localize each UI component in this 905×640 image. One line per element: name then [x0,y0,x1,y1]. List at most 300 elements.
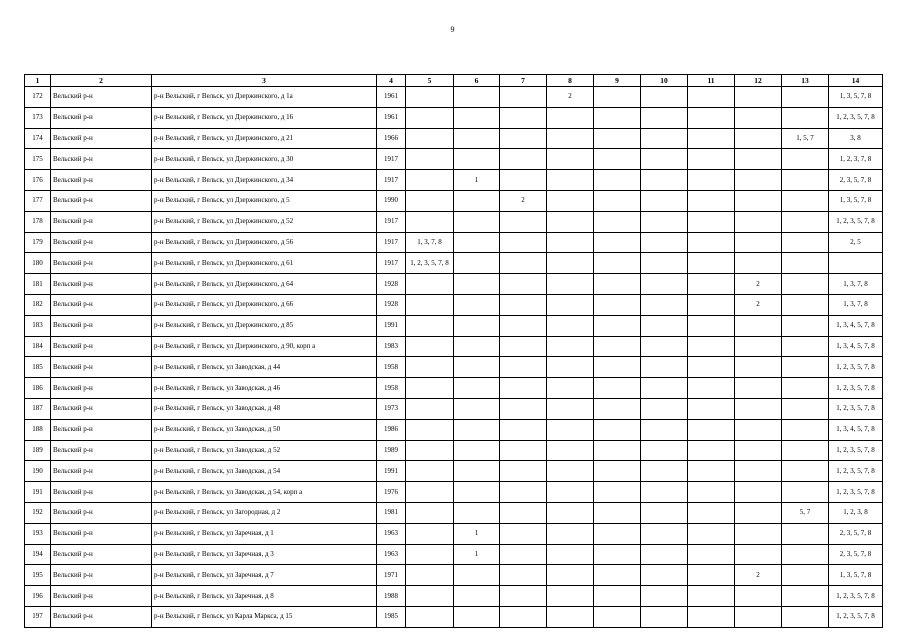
column-header-8: 8 [547,75,594,87]
district-cell: Вельский р-н [51,544,152,565]
value-cell-col-7 [500,606,547,627]
value-cell-col-9 [594,232,641,253]
table-row [25,107,883,128]
row-number: 172 [25,87,51,108]
column-header-11: 11 [688,75,735,87]
value-cell-col-10 [641,440,688,461]
row-number: 196 [25,586,51,607]
value-cell-col-7 [500,294,547,315]
value-cell-col-5 [406,211,454,232]
table-row [25,606,883,627]
district-cell: Вельский р-н [51,378,152,399]
value-cell-col-6 [454,190,500,211]
district-cell: Вельский р-н [51,232,152,253]
value-cell-col-10 [641,232,688,253]
value-cell-col-9 [594,107,641,128]
value-cell-col-14: 1, 2, 3, 5, 7, 8 [829,586,883,607]
value-cell-col-5 [406,606,454,627]
value-cell-col-10 [641,357,688,378]
value-cell-col-5 [406,170,454,191]
value-cell-col-11 [688,586,735,607]
value-cell-col-14: 1, 2, 3, 5, 7, 8 [829,211,883,232]
value-cell-col-6 [454,398,500,419]
address-cell: р-н Вельский, г Вельск, ул Заводская, д 52 [152,440,377,461]
value-cell-col-11 [688,523,735,544]
value-cell-col-10 [641,482,688,503]
table-row [25,190,883,211]
value-cell-col-9 [594,211,641,232]
column-header-12: 12 [735,75,782,87]
table-row [25,502,883,523]
year-cell: 1991 [377,461,406,482]
address-cell: р-н Вельский, г Вельск, ул Дзержинского, д 64 [152,274,377,295]
column-header-1: 1 [25,75,51,87]
value-cell-col-6 [454,440,500,461]
value-cell-col-13 [782,211,829,232]
address-cell: р-н Вельский, г Вельск, ул Заводская, д 54 [152,461,377,482]
value-cell-col-8 [547,398,594,419]
value-cell-col-12 [735,586,782,607]
value-cell-col-7 [500,586,547,607]
value-cell-col-6 [454,107,500,128]
district-cell: Вельский р-н [51,502,152,523]
table-row [25,87,883,108]
value-cell-col-8 [547,274,594,295]
value-cell-col-7 [500,357,547,378]
district-cell: Вельский р-н [51,398,152,419]
value-cell-col-9 [594,482,641,503]
value-cell-col-11 [688,502,735,523]
value-cell-col-13: 1, 5, 7 [782,128,829,149]
page-number: 9 [450,25,455,34]
table-row [25,461,883,482]
value-cell-col-7 [500,315,547,336]
value-cell-col-10 [641,170,688,191]
value-cell-col-11 [688,315,735,336]
value-cell-col-10 [641,128,688,149]
value-cell-col-6 [454,294,500,315]
value-cell-col-14: 1, 2, 3, 5, 7, 8 [829,461,883,482]
address-cell: р-н Вельский, г Вельск, ул Заречная, д 8 [152,586,377,607]
value-cell-col-10 [641,502,688,523]
value-cell-col-11 [688,378,735,399]
value-cell-col-8 [547,336,594,357]
value-cell-col-12: 2 [735,294,782,315]
value-cell-col-13 [782,357,829,378]
value-cell-col-7 [500,170,547,191]
row-number: 177 [25,190,51,211]
column-header-13: 13 [782,75,829,87]
value-cell-col-12 [735,315,782,336]
value-cell-col-8 [547,378,594,399]
value-cell-col-5 [406,294,454,315]
value-cell-col-11 [688,606,735,627]
row-number: 194 [25,544,51,565]
value-cell-col-11 [688,565,735,586]
value-cell-col-5 [406,461,454,482]
value-cell-col-9 [594,461,641,482]
value-cell-col-6 [454,586,500,607]
value-cell-col-13 [782,149,829,170]
value-cell-col-6: 1 [454,544,500,565]
value-cell-col-7 [500,378,547,399]
value-cell-col-13 [782,232,829,253]
value-cell-col-12 [735,232,782,253]
row-number: 176 [25,170,51,191]
value-cell-col-10 [641,398,688,419]
value-cell-col-14: 1, 3, 7, 8 [829,294,883,315]
column-header-3: 3 [152,75,377,87]
year-cell: 1928 [377,294,406,315]
value-cell-col-12 [735,461,782,482]
address-cell: р-н Вельский, г Вельск, ул Карла Маркса, д 15 [152,606,377,627]
value-cell-col-10 [641,294,688,315]
address-cell: р-н Вельский, г Вельск, ул Заводская, д 50 [152,419,377,440]
value-cell-col-14 [829,253,883,274]
value-cell-col-7 [500,149,547,170]
district-cell: Вельский р-н [51,149,152,170]
row-number: 181 [25,274,51,295]
value-cell-col-11 [688,440,735,461]
value-cell-col-6 [454,502,500,523]
value-cell-col-5 [406,502,454,523]
value-cell-col-12 [735,523,782,544]
district-cell: Вельский р-н [51,336,152,357]
value-cell-col-8 [547,149,594,170]
value-cell-col-11 [688,87,735,108]
value-cell-col-13 [782,315,829,336]
value-cell-col-8 [547,128,594,149]
value-cell-col-13 [782,586,829,607]
value-cell-col-6 [454,87,500,108]
value-cell-col-8 [547,565,594,586]
value-cell-col-12 [735,606,782,627]
row-number: 189 [25,440,51,461]
address-cell: р-н Вельский, г Вельск, ул Заречная, д 3 [152,544,377,565]
year-cell: 1989 [377,440,406,461]
value-cell-col-7 [500,482,547,503]
value-cell-col-5: 1, 3, 7, 8 [406,232,454,253]
value-cell-col-8 [547,523,594,544]
value-cell-col-14: 2, 3, 5, 7, 8 [829,523,883,544]
value-cell-col-6: 1 [454,170,500,191]
value-cell-col-13 [782,336,829,357]
value-cell-col-10 [641,565,688,586]
table-row [25,149,883,170]
value-cell-col-12 [735,253,782,274]
value-cell-col-5 [406,149,454,170]
value-cell-col-8 [547,253,594,274]
value-cell-col-13 [782,107,829,128]
year-cell: 1917 [377,211,406,232]
value-cell-col-12 [735,107,782,128]
district-cell: Вельский р-н [51,461,152,482]
row-number: 173 [25,107,51,128]
value-cell-col-5 [406,87,454,108]
value-cell-col-13 [782,419,829,440]
value-cell-col-5 [406,107,454,128]
value-cell-col-6 [454,378,500,399]
value-cell-col-5 [406,586,454,607]
value-cell-col-11 [688,190,735,211]
year-cell: 1971 [377,565,406,586]
table-row [25,253,883,274]
value-cell-col-9 [594,190,641,211]
value-cell-col-12: 2 [735,274,782,295]
value-cell-col-8 [547,170,594,191]
value-cell-col-7 [500,565,547,586]
year-cell: 1917 [377,170,406,191]
value-cell-col-14: 1, 2, 3, 5, 7, 8 [829,357,883,378]
value-cell-col-14: 1, 3, 4, 5, 7, 8 [829,336,883,357]
value-cell-col-10 [641,336,688,357]
district-cell: Вельский р-н [51,440,152,461]
value-cell-col-11 [688,274,735,295]
district-cell: Вельский р-н [51,274,152,295]
value-cell-col-7 [500,87,547,108]
value-cell-col-6 [454,128,500,149]
value-cell-col-8 [547,419,594,440]
district-cell: Вельский р-н [51,482,152,503]
value-cell-col-5 [406,190,454,211]
value-cell-col-11 [688,294,735,315]
address-cell: р-н Вельский, г Вельск, ул Дзержинского, д 56 [152,232,377,253]
district-cell: Вельский р-н [51,107,152,128]
district-cell: Вельский р-н [51,170,152,191]
value-cell-col-9 [594,294,641,315]
value-cell-col-9 [594,357,641,378]
value-cell-col-8 [547,211,594,232]
year-cell: 1966 [377,128,406,149]
value-cell-col-13 [782,253,829,274]
value-cell-col-14: 1, 2, 3, 5, 7, 8 [829,482,883,503]
value-cell-col-8 [547,315,594,336]
value-cell-col-8 [547,440,594,461]
value-cell-col-10 [641,315,688,336]
value-cell-col-5 [406,336,454,357]
address-cell: р-н Вельский, г Вельск, ул Заводская, д 54, корп а [152,482,377,503]
value-cell-col-9 [594,544,641,565]
value-cell-col-7 [500,544,547,565]
year-cell: 1917 [377,232,406,253]
row-number: 179 [25,232,51,253]
year-cell: 1990 [377,190,406,211]
table-row [25,211,883,232]
row-number: 195 [25,565,51,586]
column-header-9: 9 [594,75,641,87]
value-cell-col-14: 1, 3, 5, 7, 8 [829,190,883,211]
value-cell-col-10 [641,211,688,232]
value-cell-col-11 [688,357,735,378]
value-cell-col-11 [688,128,735,149]
year-cell: 1963 [377,544,406,565]
value-cell-col-9 [594,440,641,461]
value-cell-col-14: 1, 2, 3, 5, 7, 8 [829,107,883,128]
value-cell-col-12 [735,170,782,191]
value-cell-col-11 [688,107,735,128]
value-cell-col-13 [782,378,829,399]
value-cell-col-6 [454,336,500,357]
value-cell-col-10 [641,107,688,128]
address-cell: р-н Вельский, г Вельск, ул Дзержинского, д 61 [152,253,377,274]
district-cell: Вельский р-н [51,294,152,315]
column-header-10: 10 [641,75,688,87]
value-cell-col-7 [500,419,547,440]
table-row [25,398,883,419]
year-cell: 1976 [377,482,406,503]
row-number: 175 [25,149,51,170]
table-row [25,523,883,544]
value-cell-col-11 [688,336,735,357]
value-cell-col-9 [594,565,641,586]
value-cell-col-5 [406,398,454,419]
value-cell-col-5 [406,523,454,544]
row-number: 174 [25,128,51,149]
value-cell-col-7 [500,253,547,274]
address-cell: р-н Вельский, г Вельск, ул Заводская, д 48 [152,398,377,419]
value-cell-col-10 [641,523,688,544]
value-cell-col-6 [454,211,500,232]
address-cell: р-н Вельский, г Вельск, ул Дзержинского, д 1а [152,87,377,108]
value-cell-col-10 [641,87,688,108]
year-cell: 1973 [377,398,406,419]
value-cell-col-13 [782,294,829,315]
table-row [25,294,883,315]
value-cell-col-12 [735,419,782,440]
column-header-5: 5 [406,75,454,87]
value-cell-col-13 [782,398,829,419]
value-cell-col-12 [735,336,782,357]
row-number: 186 [25,378,51,399]
value-cell-col-8 [547,357,594,378]
value-cell-col-14: 1, 3, 4, 5, 7, 8 [829,315,883,336]
row-number: 183 [25,315,51,336]
year-cell: 1988 [377,586,406,607]
value-cell-col-13 [782,482,829,503]
value-cell-col-9 [594,336,641,357]
value-cell-col-6 [454,482,500,503]
year-cell: 1958 [377,378,406,399]
value-cell-col-10 [641,606,688,627]
value-cell-col-12 [735,128,782,149]
value-cell-col-13 [782,190,829,211]
value-cell-col-10 [641,586,688,607]
address-cell: р-н Вельский, г Вельск, ул Заречная, д 7 [152,565,377,586]
value-cell-col-5 [406,274,454,295]
district-cell: Вельский р-н [51,315,152,336]
value-cell-col-6 [454,253,500,274]
value-cell-col-11 [688,232,735,253]
value-cell-col-12 [735,482,782,503]
year-cell: 1983 [377,336,406,357]
table-row [25,170,883,191]
year-cell: 1928 [377,274,406,295]
table-row [25,315,883,336]
value-cell-col-13 [782,523,829,544]
year-cell: 1963 [377,523,406,544]
value-cell-col-9 [594,315,641,336]
value-cell-col-5 [406,482,454,503]
value-cell-col-12 [735,357,782,378]
value-cell-col-6 [454,232,500,253]
value-cell-col-10 [641,419,688,440]
value-cell-col-6 [454,357,500,378]
value-cell-col-13 [782,274,829,295]
table-row [25,419,883,440]
row-number: 185 [25,357,51,378]
value-cell-col-6 [454,419,500,440]
table-row [25,232,883,253]
year-cell: 1985 [377,606,406,627]
value-cell-col-10 [641,274,688,295]
year-cell: 1961 [377,107,406,128]
value-cell-col-10 [641,253,688,274]
value-cell-col-12 [735,398,782,419]
value-cell-col-13 [782,606,829,627]
value-cell-col-11 [688,482,735,503]
value-cell-col-10 [641,544,688,565]
value-cell-col-8 [547,606,594,627]
value-cell-col-9 [594,523,641,544]
value-cell-col-11 [688,253,735,274]
table-row [25,357,883,378]
value-cell-col-5 [406,419,454,440]
year-cell: 1986 [377,419,406,440]
address-cell: р-н Вельский, г Вельск, ул Загородная, д 2 [152,502,377,523]
value-cell-col-14: 1, 3, 5, 7, 8 [829,87,883,108]
address-cell: р-н Вельский, г Вельск, ул Дзержинского, д 90, корп а [152,336,377,357]
district-cell: Вельский р-н [51,357,152,378]
value-cell-col-9 [594,87,641,108]
value-cell-col-7 [500,398,547,419]
value-cell-col-5 [406,378,454,399]
value-cell-col-5: 1, 2, 3, 5, 7, 8 [406,253,454,274]
value-cell-col-5 [406,565,454,586]
address-cell: р-н Вельский, г Вельск, ул Дзержинского, д 34 [152,170,377,191]
address-cell: р-н Вельский, г Вельск, ул Заречная, д 1 [152,523,377,544]
value-cell-col-12 [735,378,782,399]
year-cell: 1991 [377,315,406,336]
value-cell-col-5 [406,440,454,461]
address-cell: р-н Вельский, г Вельск, ул Заводская, д 44 [152,357,377,378]
district-cell: Вельский р-н [51,586,152,607]
value-cell-col-11 [688,170,735,191]
value-cell-col-8 [547,232,594,253]
value-cell-col-14: 1, 2, 3, 5, 7, 8 [829,440,883,461]
value-cell-col-14: 2, 5 [829,232,883,253]
address-cell: р-н Вельский, г Вельск, ул Заводская, д 46 [152,378,377,399]
value-cell-col-12: 2 [735,565,782,586]
address-cell: р-н Вельский, г Вельск, ул Дзержинского, д 66 [152,294,377,315]
value-cell-col-9 [594,274,641,295]
row-number: 184 [25,336,51,357]
address-cell: р-н Вельский, г Вельск, ул Дзержинского, д 5 [152,190,377,211]
value-cell-col-9 [594,149,641,170]
table-row [25,544,883,565]
value-cell-col-11 [688,398,735,419]
value-cell-col-8 [547,586,594,607]
value-cell-col-7 [500,274,547,295]
district-cell: Вельский р-н [51,606,152,627]
value-cell-col-9 [594,606,641,627]
value-cell-col-11 [688,211,735,232]
value-cell-col-13 [782,440,829,461]
year-cell: 1917 [377,149,406,170]
column-header-6: 6 [454,75,500,87]
year-cell: 1958 [377,357,406,378]
value-cell-col-13 [782,461,829,482]
column-header-4: 4 [377,75,406,87]
